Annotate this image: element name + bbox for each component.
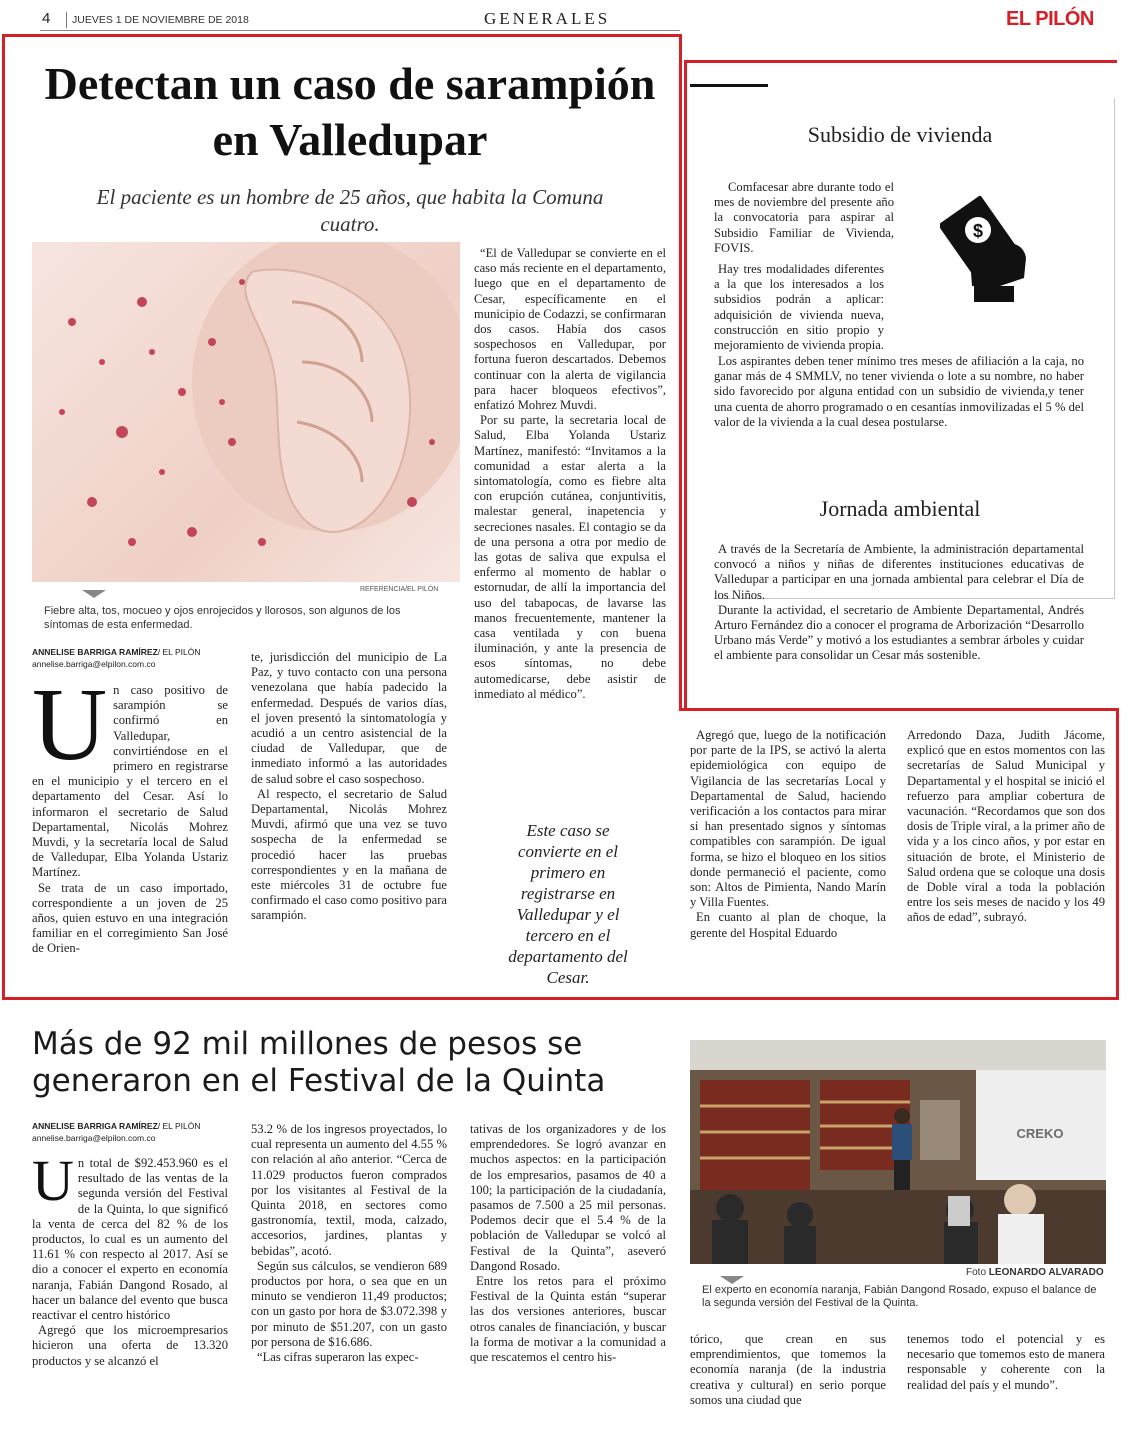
svg-text:$: $ — [972, 221, 984, 241]
paragraph: Agregó que, luego de la notificación por parte de la IPS, se activó la alerta epidemiológica con equipo de Vigilancia de las secretarías Local y Departamental de Salud, haciendo verificación a los contactos para mirar si han presentado signos y síntomas compatibles con sarampión. De igual forma, se hizo el bloqueo en los sitios donde permaneció el paciente, como son: Altos de Pimienta, Nando Marín y Villa Fuentes. — [690, 728, 886, 910]
screen-logo-text: CREKO — [1016, 1126, 1064, 1141]
main-article-frame-bottom — [2, 708, 5, 1000]
header-divider — [66, 12, 67, 28]
paragraph: n caso positivo de sarampión se confirmó en Valledupar, convirtiéndose en el primero en registrarse en el municipio y el tercero en el departamento del Cesar. Así lo informaron el secretario de Salud Departamental, Nicolás Mohrez Muvdi, y la secretaría local de Salud de Valledupar, Elba Yolanda Ustariz Martínez. — [32, 683, 228, 880]
paragraph: Al respecto, el secretario de Salud Departamental, Nicolás Mohrez Muvdi, afirmó que una vez se tuvo sospecha de la enfermedad se procedió hacer las pruebas correspondientes y en la mañana de este miércoles 31 de octubre fue confirmado el caso como positivo para sarampión. — [251, 786, 447, 923]
paragraph: Durante la actividad, el secretario de Ambiente Departamental, Andrés Arturo Fernández dio a conocer el programa de Arborización “Desarrollo Urbano más Verde” y motivó a los estudiantes a sembrar árboles y cuidar el ambiente para consolidar un Cesar más sostenible. — [714, 602, 1084, 663]
paragraph: “El de Valledupar se convierte en el caso más reciente en el departamento, luego que en el departamento de Cesar, específicamente en el municipio de Codazzi, se confirmaran dos casos. Había dos casos sospechosos en Valledupar, por fortuna fueron descartados. Debemos continuar con la alerta de vigilancia para hacer bloqueos efectivos”, enfatizó Mohrez Muvdi. — [474, 246, 666, 413]
photo-credit — [966, 1266, 1104, 1280]
photo-caption: El experto en economía naranja, Fabián Dangond Rosado, expuso el balance de la segunda versión del Festival de la Quinta. — [702, 1284, 1097, 1309]
photo-credit: REFERENCIA/EL PILÓN — [360, 586, 439, 593]
author-email: annelise.barriga@elpilon.com.co — [32, 659, 156, 669]
second-col-4 — [690, 1332, 886, 1408]
main-subtitle: El paciente es un hombre de 25 años, que habita la Comuna cuatro. — [96, 185, 604, 236]
paragraph: tenemos todo el potencial y es necesario que tomemos esto de manera responsable y coherente con la realidad del país y el mundo”. — [907, 1332, 1105, 1392]
caption-arrow — [720, 1276, 744, 1284]
housing-p2-p3 — [714, 262, 884, 353]
main-col-2 — [251, 650, 447, 924]
section-name: GENERALES — [484, 9, 611, 28]
money-house-icon — [940, 186, 1040, 306]
paragraph: Entre los retos para el próximo Festival de la Quinta están “superar las dos versiones anteriores, buscar otros canales de financiación, y buscar la forma de motivar a la comunidad a que rescatemos el centro his- — [470, 1274, 666, 1365]
measles-skin-illustration — [32, 242, 460, 582]
housing-p3 — [714, 354, 1084, 430]
second-col-2 — [251, 1122, 447, 1365]
author-name: ANNELISE BARRIGA RAMÍREZ — [32, 647, 158, 657]
paragraph: tórico, que crean en sus emprendimientos, que tomemos la economía naranja (de la industria creativa y cultural) en serio porque somos una ciudad que — [690, 1332, 886, 1407]
main-headline: Detectan un caso de sarampión en Valledupar — [44, 58, 656, 165]
measles-photo — [32, 242, 460, 582]
second-col-5 — [907, 1332, 1105, 1393]
second-byline — [32, 1120, 232, 1144]
pull-quote: Este caso se convierte en el primero en registrarse en Valledupar y el tercero en el departamento del Cesar. — [508, 821, 628, 987]
page-number: 4 — [42, 10, 51, 27]
second-col-3 — [470, 1122, 666, 1365]
photographer-name: LEONARDO ALVARADO — [988, 1267, 1104, 1278]
env-title: Jornada ambiental — [819, 496, 981, 521]
main-col-4 — [690, 728, 886, 941]
housing-title: Subsidio de vivienda — [807, 122, 993, 147]
main-col-5 — [907, 728, 1105, 926]
paragraph: A través de la Secretaría de Ambiente, la administración departamental convocó a niños y niñas de diferentes instituciones educativas de Valledupar a participar en una jornada ambiental para celebrar el Día de los Niños. — [714, 542, 1084, 602]
photo-credit-label: Foto — [966, 1267, 987, 1278]
housing-p1 — [714, 180, 894, 256]
paragraph: Arredondo Daza, Judith Jácome, explicó que en estos momentos con las secretarías de Salud Municipal y Departamental y el hospital se inició el refuerzo para ampliar cobertura de vacunación. “Recordamos que son dos dosis de Triple viral, a la primer año de vida y a los cinco años, y por estar en situación de brote, el Ministerio de Salud ordena que se coloque una dosis de Doble viral a toda la población entre los seis meses de nacido y los 49 años de edad”, subrayó. — [907, 728, 1105, 925]
paragraph: n total de $92.453.960 es el resultado de las ventas de la segunda versión del Festival de la Quinta, lo que significó la venta de cerca del 82 % de los productos, lo cual es un aumento del 11.61 % con respecto al 2017. Así se dio a conocer el experto en economía naranja, Fabián Dangond Rosado, al hacer un balance del evento que busca reactivar el centro histórico — [32, 1156, 228, 1323]
caption-arrow — [82, 590, 106, 598]
main-col-1 — [32, 667, 228, 957]
paragraph: Según sus cálculos, se vendieron 689 productos por hora, o sea que en un minuto se vendieron 11,49 productos; con un gasto por hora de $3.072.398 y por minuto de $51.207, con un gasto por persona de $16.686. — [251, 1258, 447, 1349]
main-article-frame-right — [1116, 708, 1119, 1000]
author-outlet: / EL PILÓN — [157, 1121, 201, 1131]
second-headline: Más de 92 mil millones de pesos se generaron en el Festival de la Quinta — [32, 1026, 606, 1099]
money-hand-icon — [940, 186, 1040, 306]
paragraph: 53.2 % de los ingresos proyectados, lo cual representa un aumento del 4.55 % con relación al año anterior. “Cerca de 11.029 productos fueron comprados por los visitantes al Festival de la Quinta 2018, en sectores como gastronomía, textil, moda, calzado, accesorios, jardines, plantas y bebidas”, acotó. — [251, 1122, 447, 1258]
author-email: annelise.barriga@elpilon.com.co — [32, 1133, 156, 1143]
conference-photo — [690, 1040, 1106, 1264]
brand-logo: EL PILÓN — [1006, 8, 1094, 30]
author-outlet: / EL PILÓN — [157, 647, 201, 657]
paragraph: Los aspirantes deben tener mínimo tres meses de afiliación a la caja, no ganar más de 4 SMMLV, no tener vivienda o lote a su nombre, no haber sido favorecido por alguna entidad con un subsidio de vivienda,y tener una cuenta de ahorro programado o en cesantías inmovilizadas el 5 % del valor de la vivienda a la cual desea postularse. — [714, 354, 1084, 429]
paragraph: te, jurisdicción del municipio de La Paz, y tuvo contacto con una persona venezolana que había padecido la enfermedad. Después de varios días, el joven presentó la sintomatología y acudió a un centro asistencial de la ciudad de Valledupar, que de inmediato informó a las autoridades de salud sobre el caso sospechoso. — [251, 650, 447, 786]
paragraph: tativas de los organizadores y de los emprendedores. Se logró avanzar en muchos aspectos: en la participación de los empresarios, pasamos de 40 a 100; la participación de la ciudadanía, pasamos de 7.500 a 25 mil personas. Podemos decir que el 5.4 % de la población de Valledupar se volcó al Festival de la Quinta”, aseveró Dangond Rosado. — [470, 1122, 666, 1273]
page-header — [32, 8, 1122, 32]
paragraph: “Las cifras superaron las expec- — [257, 1350, 419, 1365]
dropcap-letter: U — [32, 667, 108, 782]
paragraph: Por su parte, la secretaria local de Salud, Elba Yolanda Ustariz Martínez, manifestó: “Invitamos a la comunidad a estar alerta a la sintomatología, como es fiebre alta con erupción cutánea, conjuntivitis, malestar general, inapetencia y secreciones nasales. El contagio se da de una persona a otra por medio de las gotas de saliva que expulsa el enfermo al momento de hablar o estornudar, de allí la importancia del uso del tabapocas, de lavarse las manos frecuentemente, mantener la casa ventilada y con buena iluminación, y ante la presencia de esos síntomas, no debe automedicarse, debe asistir de inmediato al médico”. — [474, 413, 666, 701]
paragraph: Hay tres modalidades diferentes a la que los interesados a los subsidios podrán a aplicar: adquisición de vivienda nueva, construcción en sitio propio y mejoramiento de vivienda propia. — [714, 262, 884, 353]
paragraph: En cuanto al plan de choque, la gerente del Hospital Eduardo — [690, 910, 886, 940]
env-text — [714, 542, 1084, 664]
issue-date: JUEVES 1 DE NOVIEMBRE DE 2018 — [72, 14, 249, 26]
main-article-frame-base — [2, 997, 1119, 1000]
conference-room-illustration — [690, 1040, 1106, 1264]
dropcap-letter: U — [32, 1148, 74, 1213]
header-rule — [40, 30, 680, 31]
photo-caption: Fiebre alta, tos, mocueo y ojos enrojecidos y llorosos, son algunos de los síntomas de esta enfermedad. — [44, 605, 401, 631]
paragraph: Se trata de un caso importado, correspondiente a un joven de 25 años, quien estuvo en una integración familiar en el corregimiento San José de Orien- — [32, 880, 228, 956]
main-col-3 — [474, 246, 666, 702]
second-col-1 — [32, 1148, 228, 1369]
paragraph: Agregó que los microempresarios hicieron una oferta de 13.320 productos y se alcanzó el — [32, 1323, 228, 1368]
paragraph: Comfacesar abre durante todo el mes de noviembre del presente año la convocatoria para aspirar al Subsidio Familiar de Vivienda, FOVIS. — [714, 180, 894, 255]
author-name: ANNELISE BARRIGA RAMÍREZ — [32, 1121, 158, 1131]
